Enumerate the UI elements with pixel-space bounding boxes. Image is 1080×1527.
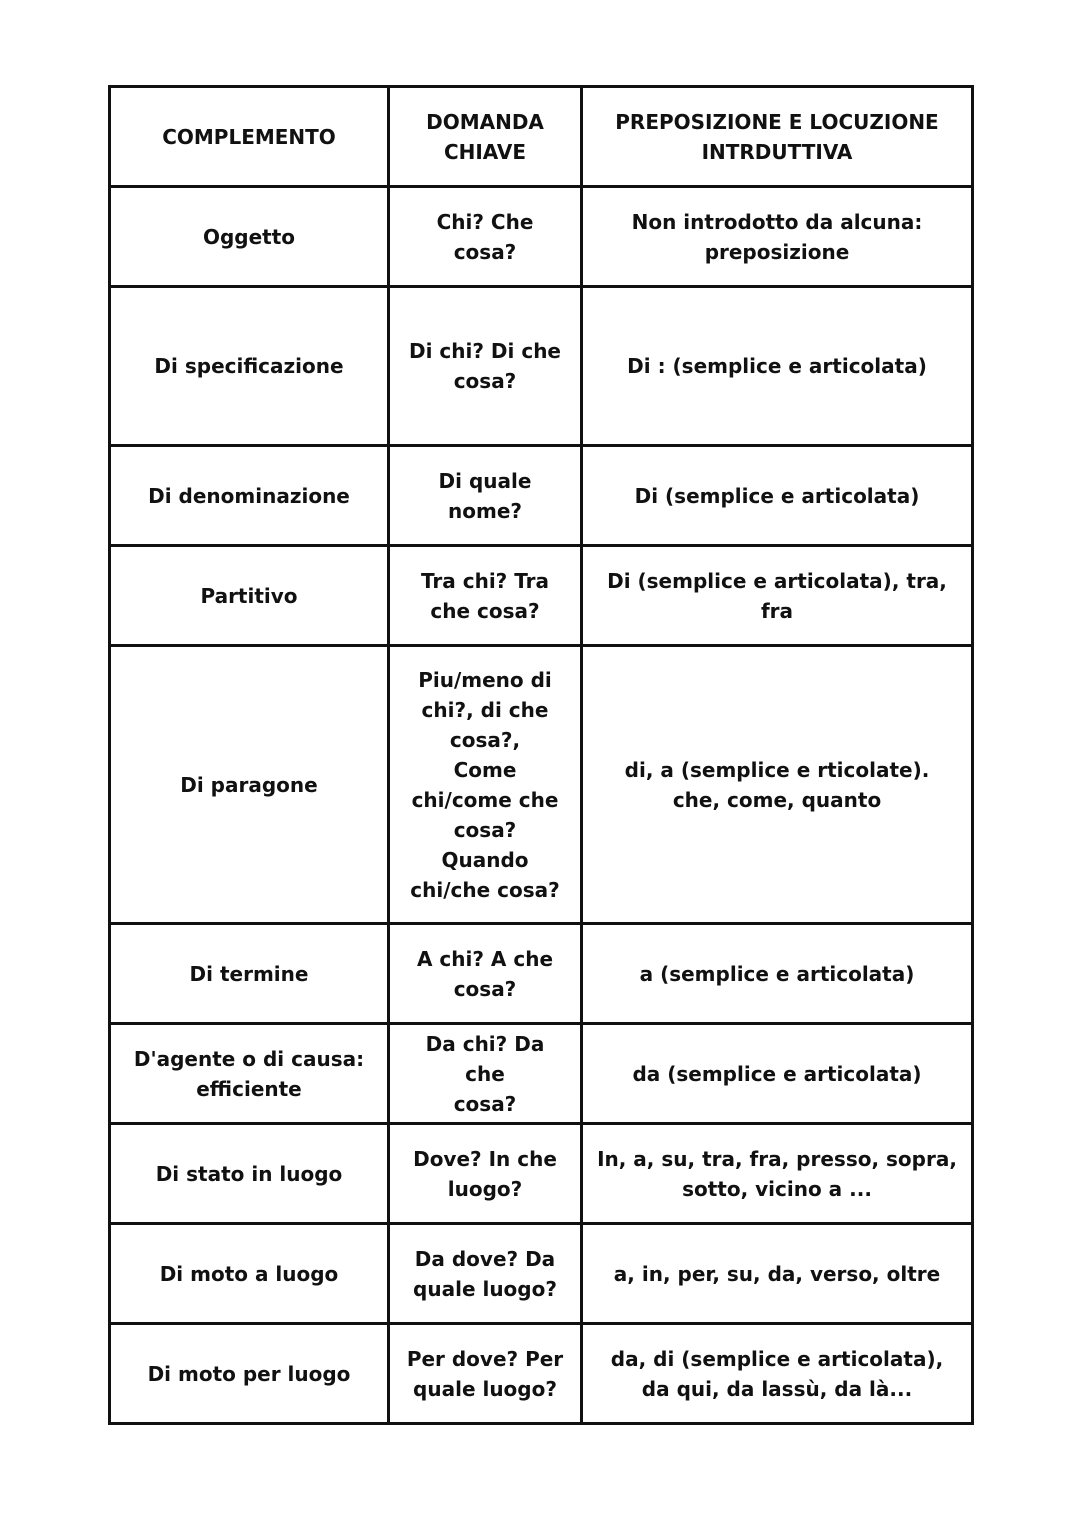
table-row bbox=[110, 1224, 973, 1324]
cell-preposizione: Non introdotto da alcuna: preposizione bbox=[582, 187, 973, 287]
cell-complemento: Di paragone bbox=[110, 646, 389, 924]
cell-domanda: Da dove? Da quale luogo? bbox=[389, 1224, 582, 1324]
table-row bbox=[110, 546, 973, 646]
table-row bbox=[110, 646, 973, 924]
table-row bbox=[110, 924, 973, 1024]
header-row bbox=[110, 87, 973, 187]
cell-complemento: Di termine bbox=[110, 924, 389, 1024]
table-row bbox=[110, 1124, 973, 1224]
cell-preposizione: di, a (semplice e rticolate). che, come, quanto bbox=[582, 646, 973, 924]
cell-complemento: D'agente o di causa: efficiente bbox=[110, 1024, 389, 1124]
cell-domanda: Per dove? Per quale luogo? bbox=[389, 1324, 582, 1424]
cell-complemento: Di specificazione bbox=[110, 287, 389, 446]
cell-complemento: Oggetto bbox=[110, 187, 389, 287]
cell-preposizione: da, di (semplice e articolata), da qui, da lassù, da là... bbox=[582, 1324, 973, 1424]
cell-preposizione: Di (semplice e articolata) bbox=[582, 446, 973, 546]
cell-preposizione: a, in, per, su, da, verso, oltre bbox=[582, 1224, 973, 1324]
cell-preposizione: da (semplice e articolata) bbox=[582, 1024, 973, 1124]
table-row bbox=[110, 1024, 973, 1124]
cell-preposizione: a (semplice e articolata) bbox=[582, 924, 973, 1024]
cell-preposizione: In, a, su, tra, fra, presso, sopra, sotto, vicino a ... bbox=[582, 1124, 973, 1224]
cell-preposizione: Di (semplice e articolata), tra, fra bbox=[582, 546, 973, 646]
cell-domanda: Di quale nome? bbox=[389, 446, 582, 546]
complementi-table bbox=[108, 85, 974, 1425]
cell-domanda: Dove? In che luogo? bbox=[389, 1124, 582, 1224]
cell-domanda: Tra chi? Tra che cosa? bbox=[389, 546, 582, 646]
cell-domanda: Da chi? Da che cosa? bbox=[389, 1024, 582, 1124]
header-preposizione: PREPOSIZIONE E LOCUZIONE INTRDUTTIVA bbox=[582, 87, 973, 187]
cell-complemento: Partitivo bbox=[110, 546, 389, 646]
cell-domanda: Chi? Che cosa? bbox=[389, 187, 582, 287]
header-complemento: COMPLEMENTO bbox=[110, 87, 389, 187]
table-row bbox=[110, 446, 973, 546]
cell-complemento: Di stato in luogo bbox=[110, 1124, 389, 1224]
cell-complemento: Di denominazione bbox=[110, 446, 389, 546]
table-row bbox=[110, 1324, 973, 1424]
table-row bbox=[110, 187, 973, 287]
cell-domanda: Di chi? Di che cosa? bbox=[389, 287, 582, 446]
cell-domanda: Piu/meno di chi?, di che cosa?, Come chi/come che cosa? Quando chi/che cosa? bbox=[389, 646, 582, 924]
cell-complemento: Di moto a luogo bbox=[110, 1224, 389, 1324]
cell-domanda: A chi? A che cosa? bbox=[389, 924, 582, 1024]
table-row bbox=[110, 287, 973, 446]
cell-complemento: Di moto per luogo bbox=[110, 1324, 389, 1424]
cell-preposizione: Di : (semplice e articolata) bbox=[582, 287, 973, 446]
header-domanda-chiave: DOMANDA CHIAVE bbox=[389, 87, 582, 187]
